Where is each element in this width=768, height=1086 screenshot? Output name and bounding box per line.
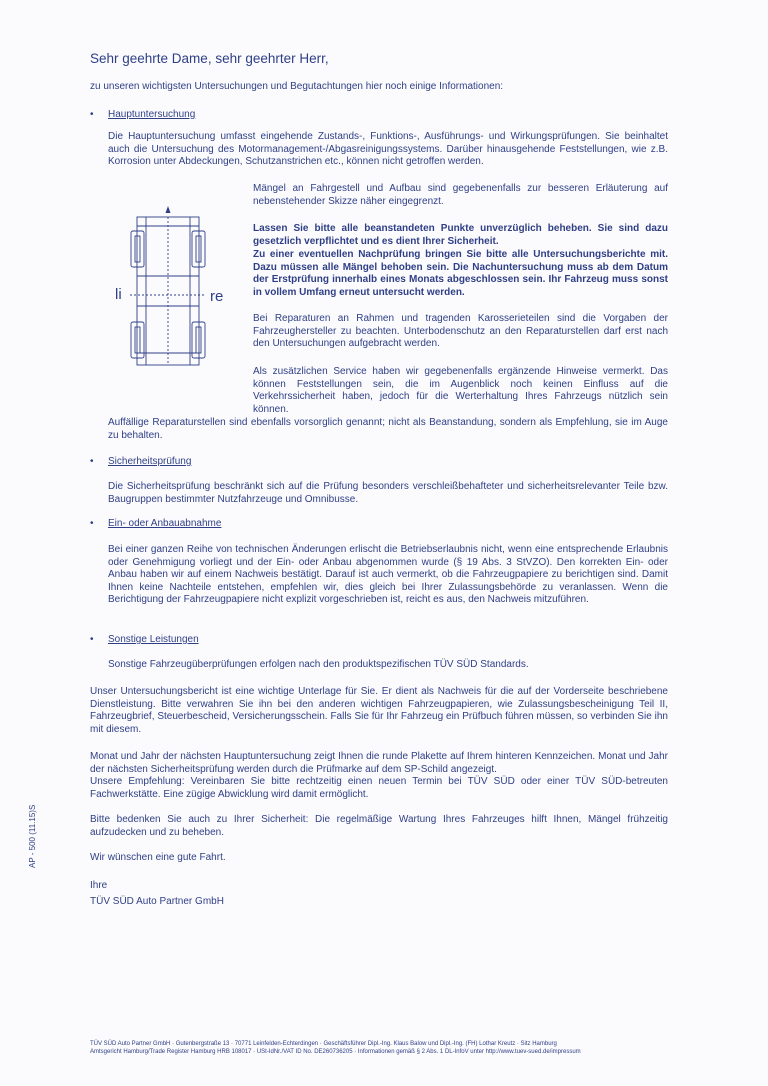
wunsch-text: Wir wünschen eine gute Fahrt. xyxy=(90,852,226,863)
footer-line-2: Amtsgericht Hamburg/Trade Register Hamburg HRB 108017 · USt-IdNr./VAT ID No. DE260736205 · Informationen gemäß § 2 Abs. 1 DL-InfoV unter http://www.tuev-sued.de/impressum xyxy=(90,1049,581,1055)
bullet: • xyxy=(90,634,94,645)
section-title-sicherheitspruefung: Sicherheitsprüfung xyxy=(108,456,192,467)
intro-text: zu unseren wichtigsten Untersuchungen und Begutachtungen hier noch einige Informationen: xyxy=(90,81,504,92)
sketch-note: Mängel an Fahrgestell und Aufbau sind gegebenenfalls zur besseren Erläuterung auf nebenstehender Skizze näher eingegrenzt. xyxy=(253,183,668,207)
repairs-text: Bei Reparaturen an Rahmen und tragenden Karosserieteilen sind die Vorgaben der Fahrzeughersteller zu beachten. Unterbodenschutz an den Reparaturstellen darf erst nach den Untersuchungen aufgebracht werden. xyxy=(253,313,668,350)
footer-line-1: TÜV SÜD Auto Partner GmbH · Gutenbergstraße 13 · 70771 Leinfelden-Echterdingen · Geschäftsführer Dipl.-Ing. Klaus Balow und Dipl.-Ing. (FH) Lothar Kreutz · Sitz Hamburg xyxy=(90,1041,557,1047)
anbauabnahme-body: Bei einer ganzen Reihe von technischen Änderungen erlischt die Betriebserlaubnis nicht, wenn eine entsprechende Erlaubnis oder Genehmigung vorliegt und der Ein- oder Anbau abgenommen wurde (§ 19 Abs. 3 StVZO). Den korrekten Ein- oder Anbau haben wir auf einem Nachweis bestätigt. Darauf ist auch vermerkt, ob die Fahrzeugpapiere zu berichtigen sind. Damit Ihnen keine Nachteile entstehen, empfehlen wir, dies gleich bei Ihrer Zulassungsbehörde zu veranlassen. Wenn die Berichtigung der Fahrzeugpapiere nicht explizit vorgeschrieben ist, reicht es aus, den Nachweis mitzuführen. xyxy=(108,544,668,606)
vehicle-sketch xyxy=(112,203,212,371)
sketch-label-right: re xyxy=(210,288,224,305)
section-sonstige xyxy=(90,634,390,648)
bericht-paragraph: Unser Untersuchungsbericht ist eine wichtige Unterlage für Sie. Er dient als Nachweis für die auf der Vorderseite beschriebene Dienstleistung. Bitte verwahren Sie ihn bei den anderen wichtigen Fahrzeugpapieren, wie Zulassungsbescheinigung Teil II, Fahrzeugbrief, Steuerbescheid, Versicherungsschein. Falls Sie für Ihr Fahrzeug ein Prüfbuch führen müssen, so verbinden Sie ihn mit diesem. xyxy=(90,686,668,735)
sketch-label-left: li xyxy=(115,286,122,303)
section-title-sonstige: Sonstige Leistungen xyxy=(108,634,199,645)
company-signature: TÜV SÜD Auto Partner GmbH xyxy=(90,896,224,907)
section-hauptuntersuchung xyxy=(90,109,390,123)
bullet: • xyxy=(90,109,94,120)
bullet: • xyxy=(90,518,94,529)
sonstige-body: Sonstige Fahrzeugüberprüfungen erfolgen nach den produktspezifischen TÜV SÜD Standards. xyxy=(108,659,529,670)
section-sicherheitspruefung xyxy=(90,456,390,470)
empfehlung-paragraph: Unsere Empfehlung: Vereinbaren Sie bitte rechtzeitig einen neuen Termin bei TÜV SÜD oder einer TÜV SÜD-betreuten Fachwerkstätte. Eine zügige Abwicklung wird damit ermöglicht. xyxy=(90,776,668,800)
section-title-hauptuntersuchung: Hauptuntersuchung xyxy=(108,109,196,120)
bold-notice-reexam: Zu einer eventuellen Nachprüfung bringen Sie bitte alle Untersuchungsberichte mit. Dazu müssen alle Mängel behoben sein. Die Nachuntersuchung muss ab dem Datum der Erstprüfung innerhalb eines Monats abgeschlossen sein. Ihr Fahrzeug muss sonst in vollem Umfang erneut untersucht werden. xyxy=(253,249,668,298)
footer xyxy=(90,1040,690,1056)
sicherheitspruefung-body: Die Sicherheitsprüfung beschränkt sich auf die Prüfung besonders verschleißbehafteter und sicherheitsrelevanter Teile bzw. Baugruppen bestimmter Nutzfahrzeuge und Omnibusse. xyxy=(108,481,668,505)
section-title-anbauabnahme: Ein- oder Anbauabnahme xyxy=(108,518,222,529)
bullet: • xyxy=(90,456,94,467)
repair-spots-text: Auffällige Reparaturstellen sind ebenfalls vorsorglich genannt; nicht als Beanstandung, sondern als Empfehlung, sie im Auge zu behalten. xyxy=(108,417,668,441)
sicherheit-paragraph: Bitte bedenken Sie auch zu Ihrer Sicherheit: Die regelmäßige Wartung Ihres Fahrzeuges hilft Ihnen, Mängel frühzeitig aufzudecken und zu beheben. xyxy=(90,814,668,838)
hints-text: Als zusätzlichen Service haben wir gegebenenfalls ergänzende Hinweise vermerkt. Das können Feststellungen sein, die im Augenblick noch keinen Einfluss auf die Verkehrssicherheit haben, jedoch für die Werterhaltung Ihres Fahrzeugs nützlich sein können. xyxy=(253,366,668,415)
bold-notice: Lassen Sie bitte alle beanstandeten Punkte unverzüglich beheben. Sie sind dazu gesetzlich verpflichtet und es dient Ihrer Sicherheit. xyxy=(253,223,668,247)
form-code: AP - 500 (11.15)S xyxy=(28,804,37,868)
section-anbauabnahme xyxy=(90,518,390,532)
plakette-paragraph: Monat und Jahr der nächsten Hauptuntersuchung zeigt Ihnen die runde Plakette auf Ihrem hinteren Kennzeichen. Monat und Jahr der nächsten Sicherheitsprüfung werden durch die Prüfmarke auf dem SP-Schild angezeigt. xyxy=(90,751,668,775)
hauptuntersuchung-body: Die Hauptuntersuchung umfasst eingehende Zustands-, Funktions-, Ausführungs- und Wirkungsprüfungen. Sie beinhaltet auch die Untersuchung des Motormanagement-/Abgasreinigungssystems. Darüber hinausgehende Feststellungen, wie z.B. Korrosion unter Abdeckungen, Schutzanstrichen etc., können nicht getroffen werden. xyxy=(108,131,668,168)
greeting: Sehr geehrte Dame, sehr geehrter Herr, xyxy=(90,51,329,66)
closing-ihre: Ihre xyxy=(90,880,108,891)
